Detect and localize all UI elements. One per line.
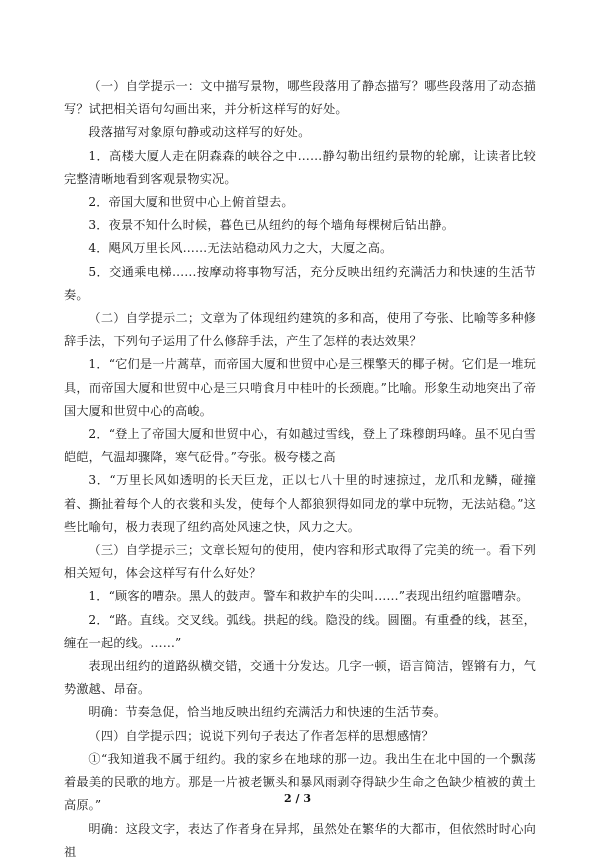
- prompt-four-answer: 明确：这段文字，表达了作者身在异邦，虽然处在繁华的大都市，但依然时时心向祖: [64, 821, 536, 859]
- page-number: 2 / 3: [284, 792, 311, 805]
- short-sentence-item-1: 1．“顾客的嘈杂。黑人的鼓声。警车和救护车的尖叫……”表现出纽约喧嚣嘈杂。: [88, 589, 529, 604]
- scene-item-3: 3．夜景不知什么时候，暮色已从纽约的每个墙角每棵树后钻出静。: [88, 218, 455, 233]
- quote-item-1: ①“我知道我不属于纽约。我的家乡在地球的那一边。我出生在北中国的一个飘荡着最美的民歌的地方。那是一片被老镢头和暴风雨剥夺得缺少生命之色缺少植被的黄土高原。”: [64, 751, 536, 813]
- rhetoric-item-1: 1．“它们是一片蒿草，而帝国大厦和世贸中心是三棵擎天的椰子树。它们是一堆玩具，而帝国大厦和世贸中心是三只啃食月中桂叶的长颈鹿。”比喻。形象生动地突出了帝国大厦和世贸中心的高峻。: [64, 357, 536, 418]
- document-body: [64, 75, 536, 864]
- scene-item-1: 1．高楼大厦人走在阴森森的峡谷之中……静勾勒出纽约景物的轮廓，让读者比较完整清晰地看到客观景物实况。: [64, 148, 536, 186]
- prompt-three-answer: 明确：节奏急促，恰当地反映出纽约充满活力和快速的生活节奏。: [88, 705, 447, 720]
- rhetoric-item-2: 2．“登上了帝国大厦和世贸中心，有如越过雪线，登上了珠穆朗玛峰。虽不见白雪皑皑，气温却骤降，寒气砭骨。”夸张。极夸楼之高: [64, 427, 536, 465]
- prompt-four-heading: （四）自学提示四；说说下列句子表达了作者怎样的思想感情？: [88, 728, 434, 743]
- prompt-three-heading: （三）自学提示三；文章长短句的使用，使内容和形式取得了完美的统一。看下列相关短句，体会这样写有什么好处？: [64, 543, 536, 581]
- prompt-one-heading: （一）自学提示一：文中描写景物，哪些段落用了静态描写？哪些段落用了动态描写？试把相关语句勾画出来，并分析这样写的好处。: [64, 79, 536, 117]
- scene-item-5: 5．交通乘电梯……按摩动将事物写活，充分反映出纽约充满活力和快速的生活节奏。: [64, 264, 536, 302]
- scene-item-2: 2．帝国大厦和世贸中心上俯首望去。: [88, 195, 294, 210]
- table-header-line: 段落描写对象原句静或动这样写的好处。: [88, 125, 311, 140]
- short-sentence-explanation: 表现出纽约的道路纵横交错，交通十分发达。几字一顿，语言简洁，铿锵有力，气势激越、昂奋。: [64, 659, 536, 697]
- scene-item-4: 4．飓风万里长风……无法站稳动风力之大，大厦之高。: [88, 241, 393, 256]
- prompt-two-heading: （二）自学提示二；文章为了体现纽约建筑的多和高，使用了夸张、比喻等多种修辞手法，下列句子运用了什么修辞手法，产生了怎样的表达效果？: [64, 311, 536, 349]
- short-sentence-item-2: 2．“路。直线。交叉线。弧线。拱起的线。隐没的线。圆圈。有重叠的线，甚至，缠在一起的线。……”: [64, 612, 536, 650]
- rhetoric-item-3: 3．“万里长风如透明的长天巨龙，正以七八十里的时速掠过，龙爪和龙鳞，碰撞着、撕扯着每个人的衣裳和头发，使每个人都狼狈得如同龙的掌中玩物，无法站稳。”这些比喻句，极力表现了纽约高处风速之快，风力之大。: [64, 473, 536, 534]
